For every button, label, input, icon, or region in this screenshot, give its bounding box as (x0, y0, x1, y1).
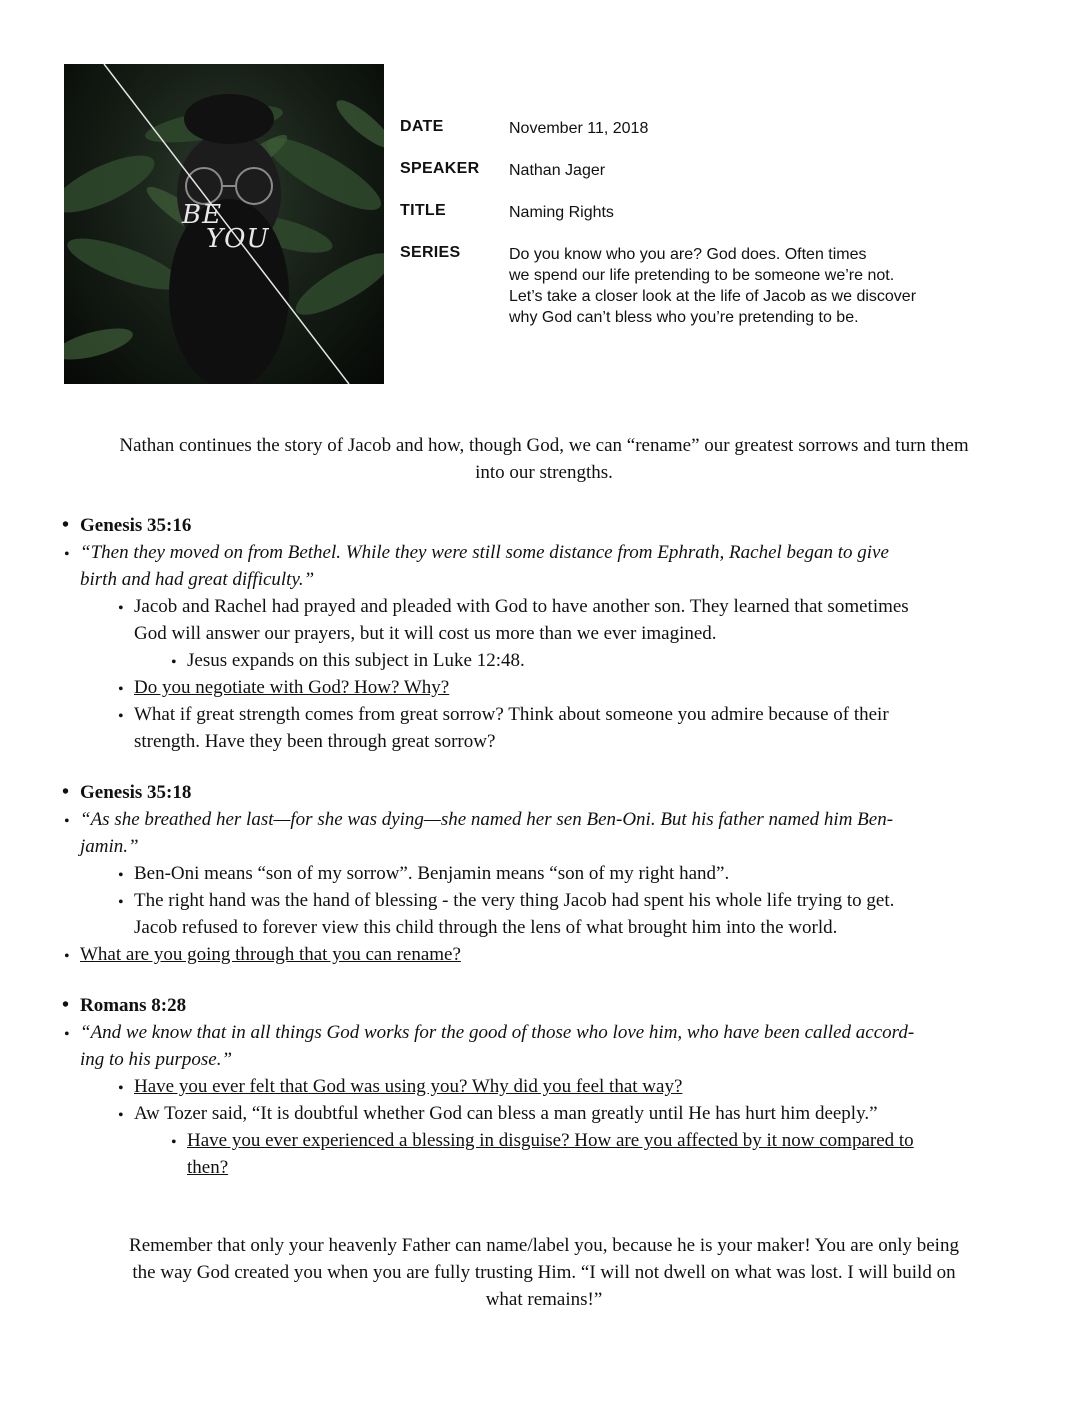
point-line: strength. Have they been through great sorrow? (134, 731, 496, 752)
list-item (118, 887, 894, 941)
section-heading: Romans 8:28 (80, 995, 187, 1016)
question-line: Have you ever experienced a blessing in disguise? How are you affected by it now compared to (187, 1130, 914, 1151)
bullet-icon: • (64, 948, 70, 965)
discussion-question (118, 1073, 682, 1100)
point-line: The right hand was the hand of blessing - the very thing Jacob had spent his whole life trying to get. (134, 890, 895, 911)
closing-line: the way God created you when you are fully trusting Him. “I will not dwell on what was lost. I will build on (132, 1262, 956, 1283)
speaker-value: Nathan Jager (509, 162, 606, 179)
list-item (118, 593, 909, 647)
date-value: November 11, 2018 (509, 120, 649, 137)
info-row-date (400, 118, 1040, 160)
list-item (118, 860, 729, 887)
series-line: we spend our life pretending to be someone we’re not. (509, 267, 895, 284)
cover-art-text-you: YOU (206, 224, 270, 254)
series-line: why God can’t bless who you’re pretending to be. (509, 309, 859, 326)
bullet-icon: • (171, 654, 177, 671)
scripture-quote (64, 539, 1034, 593)
intro-line: into our strengths. (475, 462, 613, 483)
question-text: Do you negotiate with God? How? Why? (134, 677, 450, 698)
bullet-icon: • (118, 708, 124, 725)
quote-line: “As she breathed her last—for she was dying—she named her sen Ben-Oni. But his father named him Ben- (80, 809, 894, 830)
discussion-question (171, 1127, 914, 1181)
bullet-icon: • (62, 781, 70, 803)
quote-line: birth and had great difficulty.” (80, 569, 315, 590)
section-heading: Genesis 35:16 (80, 515, 192, 536)
series-cover-image (64, 64, 384, 384)
series-description (509, 244, 1029, 328)
point-line: God will answer our prayers, but it will cost us more than we ever imagined. (134, 623, 717, 644)
list-item (118, 701, 889, 755)
quote-line: jamin.” (80, 836, 139, 857)
list-subitem (171, 647, 525, 674)
bullet-icon: • (62, 994, 70, 1016)
point-line: Aw Tozer said, “It is doubtful whether God can bless a man greatly until He has hurt him deeply.” (134, 1103, 878, 1124)
quote-line: ing to his purpose.” (80, 1049, 233, 1070)
scripture-quote (64, 806, 1034, 860)
point-line: What if great strength comes from great sorrow? Think about someone you admire because of their (134, 704, 889, 725)
intro-line: Nathan continues the story of Jacob and how, though God, we can “rename” our greatest sorrows and turn them (119, 435, 969, 456)
question-text: Have you ever felt that God was using you? Why did you feel that way? (134, 1076, 683, 1097)
discussion-question (118, 674, 449, 701)
quote-line: “And we know that in all things God works for the good of those who love him, who have been called accord- (80, 1022, 915, 1043)
bullet-icon: • (64, 1026, 70, 1043)
bullet-icon: • (118, 867, 124, 884)
bullet-icon: • (118, 1080, 124, 1097)
cover-art-text-be: BE (182, 200, 223, 230)
closing-paragraph (56, 1232, 1032, 1313)
bullet-icon: • (118, 600, 124, 617)
question-line: then? (187, 1157, 229, 1178)
bullet-icon: • (118, 894, 124, 911)
title-value: Naming Rights (509, 204, 614, 221)
series-line: Do you know who you are? God does. Often times (509, 246, 867, 263)
bullet-icon: • (64, 813, 70, 830)
bullet-icon: • (171, 1134, 177, 1151)
speaker-label: SPEAKER (400, 160, 480, 177)
series-label: SERIES (400, 244, 461, 261)
point-line: Jacob and Rachel had prayed and pleaded with God to have another son. They learned that sometimes (134, 596, 909, 617)
section-heading: Genesis 35:18 (80, 782, 192, 803)
bullet-icon: • (64, 546, 70, 563)
quote-line: “Then they moved on from Bethel. While they were still some distance from Ephrath, Rachel began to give (80, 542, 889, 563)
question-text: What are you going through that you can rename? (80, 944, 461, 965)
title-label: TITLE (400, 202, 446, 219)
info-row-speaker (400, 160, 1040, 202)
closing-line: Remember that only your heavenly Father can name/label you, because he is your maker! You are only being (129, 1235, 959, 1256)
sermon-info (400, 118, 1040, 334)
info-row-title (400, 202, 1040, 244)
date-label: DATE (400, 118, 444, 135)
list-item (118, 1100, 878, 1127)
scripture-quote (64, 1019, 1034, 1073)
bullet-icon: • (62, 514, 70, 536)
bullet-icon: • (118, 681, 124, 698)
series-line: Let’s take a closer look at the life of Jacob as we discover (509, 288, 917, 305)
point-line: Jacob refused to forever view this child through the lens of what brought him into the world. (134, 917, 838, 938)
bullet-icon: • (118, 1107, 124, 1124)
closing-line: what remains!” (485, 1289, 603, 1310)
point-line: Ben-Oni means “son of my sorrow”. Benjamin means “son of my right hand”. (134, 863, 730, 884)
discussion-question (64, 941, 461, 968)
subpoint-text: Jesus expands on this subject in Luke 12:48. (187, 650, 525, 671)
intro-paragraph (56, 432, 1032, 486)
info-row-series (400, 244, 1040, 334)
